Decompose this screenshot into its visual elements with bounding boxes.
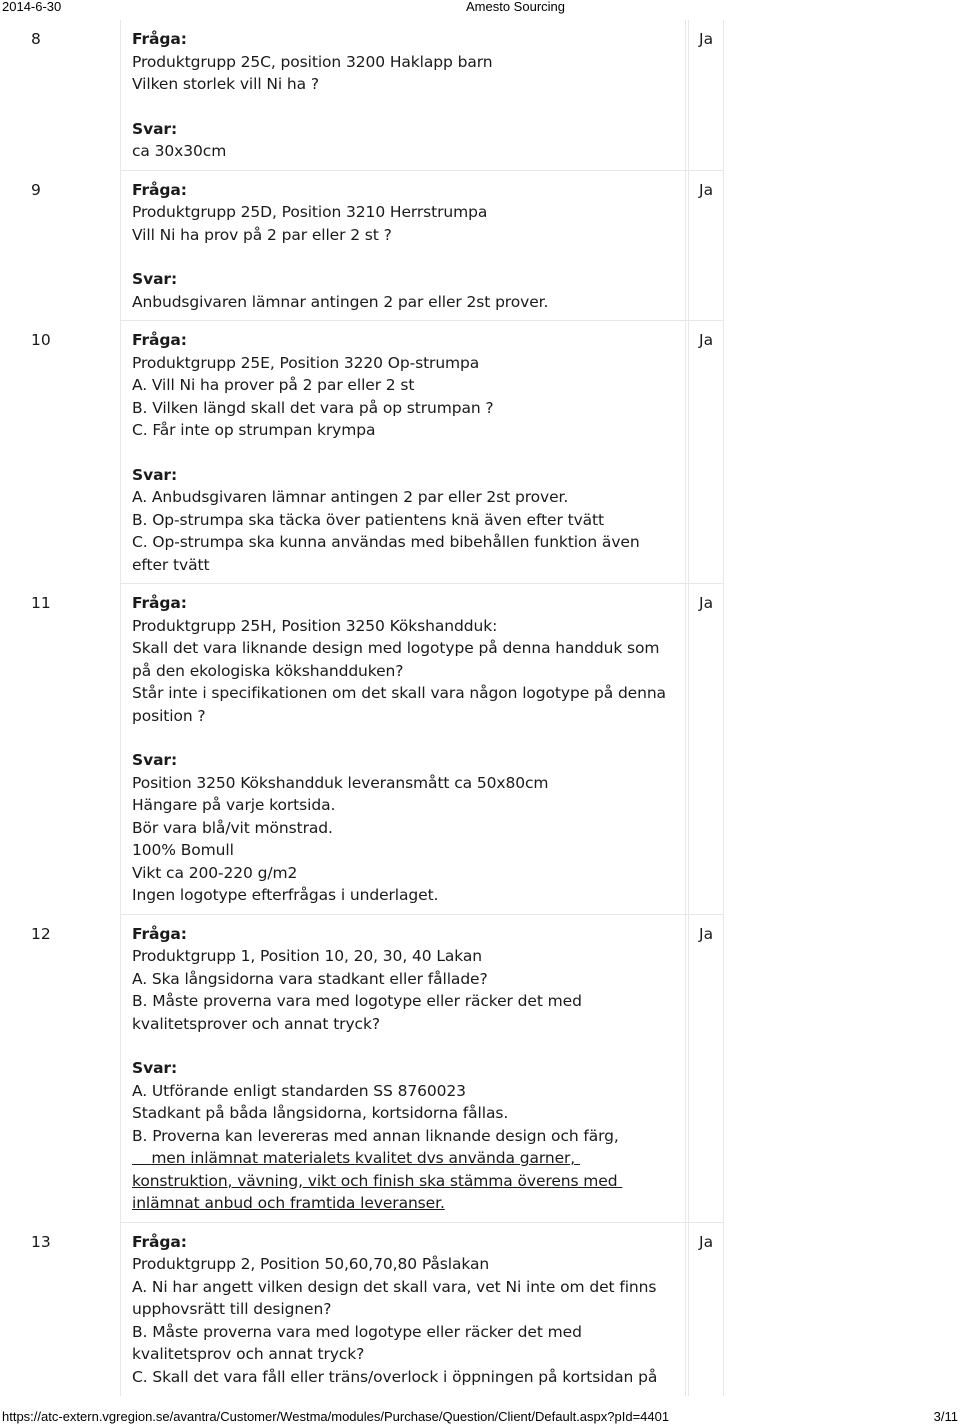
question-number: 8 (31, 30, 41, 48)
page-url: https://atc-extern.vgregion.se/avantra/Customer/Westma/modules/Purchase/Question/Client/Default.aspx?pId=4401 (2, 1409, 670, 1424)
answer-text: Vikt ca 200-220 g/m2 (132, 863, 298, 882)
question-content (120, 171, 686, 322)
question-label: Fråga: (132, 924, 187, 943)
question-number: 12 (31, 924, 51, 943)
question-label: Fråga: (132, 30, 187, 48)
status-value: Ja (699, 594, 714, 612)
question-text: B. Vilken längd skall det vara på op strumpan ? (132, 398, 494, 417)
status-value: Ja (699, 924, 714, 943)
answer-text: ca 30x30cm (132, 142, 227, 160)
answer-label: Svar: (132, 751, 178, 769)
question-content (120, 321, 686, 584)
question-table (0, 20, 960, 1396)
status-value: Ja (699, 331, 714, 349)
question-text: B. Måste proverna vara med logotype eller räcker det med kvalitetsprover och annat tryck? (132, 992, 582, 1033)
question-label: Fråga: (132, 180, 187, 199)
answer-text: Stadkant på båda långsidorna, kortsidorna fållas. (132, 1104, 509, 1122)
answer-text: A. Anbudsgivaren lämnar antingen 2 par eller 2st prover. (132, 488, 569, 506)
page-number: 3/11 (933, 1409, 958, 1424)
question-label: Fråga: (132, 594, 187, 612)
answer-underlined-text: men inlämnat materialets kvalitet dvs använda garner, konstruktion, vävning, vikt och finish ska stämma överens med inlämnat anbud och framtida leveranser. (132, 1149, 623, 1212)
question-number: 11 (31, 594, 51, 612)
answer-label: Svar: (132, 270, 178, 288)
question-number: 9 (31, 180, 41, 199)
question-number: 10 (31, 331, 51, 349)
print-date: 2014-6-30 (2, 0, 62, 14)
question-text: Produktgrupp 25E, Position 3220 Op-strumpa (132, 353, 480, 372)
question-text: A. Ska långsidorna vara stadkant eller fållade? (132, 969, 488, 988)
answer-text: B. Proverna kan levereras med annan liknande design och färg, (132, 1126, 619, 1145)
question-text: A. Vill Ni ha prover på 2 par eller 2 st (132, 376, 415, 394)
question-number: 13 (31, 1232, 51, 1251)
question-text: Produktgrupp 2, Position 50,60,70,80 Påslakan (132, 1255, 490, 1273)
question-text: Skall det vara liknande design med logotype på denna handduk som på den ekologiska kökshandduken? (132, 639, 660, 680)
answer-text: C. Op-strumpa ska kunna användas med bibehållen funktion även efter tvätt (132, 533, 640, 574)
status-value: Ja (699, 30, 714, 48)
site-title: Amesto Sourcing (466, 0, 565, 14)
question-text: Vilken storlek vill Ni ha ? (132, 75, 319, 93)
question-text: Produktgrupp 25C, position 3200 Haklapp barn (132, 52, 493, 71)
status-cell (688, 171, 724, 322)
question-text: Vill Ni ha prov på 2 par eller 2 st ? (132, 225, 392, 244)
status-cell (688, 1223, 724, 1397)
status-value: Ja (699, 180, 714, 199)
question-row-10 (0, 321, 960, 584)
answer-text: Ingen logotype efterfrågas i underlaget. (132, 886, 439, 904)
answer-text: 100% Bomull (132, 841, 234, 859)
answer-text: A. Utförande enligt standarden SS 8760023 (132, 1081, 466, 1100)
question-label: Fråga: (132, 331, 187, 349)
question-text: C. Skall det vara fåll eller träns/overlock i öppningen på kortsidan på (132, 1367, 658, 1386)
question-row-9 (0, 171, 960, 322)
status-cell (688, 321, 724, 584)
answer-label: Svar: (132, 119, 178, 138)
question-text: C. Får inte op strumpan krympa (132, 421, 376, 439)
answer-text: Hängare på varje kortsida. (132, 796, 336, 814)
status-cell (688, 915, 724, 1223)
print-header (0, 0, 960, 14)
answer-text: Position 3250 Kökshandduk leveransmått ca 50x80cm (132, 773, 549, 792)
question-content (120, 584, 686, 915)
question-text: A. Ni har angett vilken design det skall vara, vet Ni inte om det finns upphovsrätt till designen? (132, 1277, 657, 1318)
status-cell (688, 20, 724, 171)
question-text: Står inte i specifikationen om det skall vara någon logotype på denna position ? (132, 684, 666, 725)
question-row-8 (0, 20, 960, 171)
answer-text: B. Op-strumpa ska täcka över patientens knä även efter tvätt (132, 510, 604, 529)
status-value: Ja (699, 1232, 714, 1251)
answer-text: Bör vara blå/vit mönstrad. (132, 818, 333, 837)
question-content (120, 915, 686, 1223)
question-row-11 (0, 584, 960, 915)
question-content (120, 20, 686, 171)
question-row-13 (0, 1223, 960, 1397)
print-footer (0, 1408, 960, 1426)
question-text: Produktgrupp 25D, Position 3210 Herrstrumpa (132, 203, 488, 221)
question-text: B. Måste proverna vara med logotype eller räcker det med kvalitetsprov och annat tryck? (132, 1322, 582, 1363)
question-row-12 (0, 915, 960, 1223)
question-text: Produktgrupp 1, Position 10, 20, 30, 40 Lakan (132, 947, 482, 965)
answer-text: Anbudsgivaren lämnar antingen 2 par eller 2st prover. (132, 292, 549, 311)
status-cell (688, 584, 724, 915)
question-label: Fråga: (132, 1232, 187, 1251)
answer-label: Svar: (132, 1059, 178, 1077)
answer-label: Svar: (132, 465, 178, 484)
question-content (120, 1223, 686, 1397)
question-text: Produktgrupp 25H, Position 3250 Kökshandduk: (132, 616, 498, 635)
